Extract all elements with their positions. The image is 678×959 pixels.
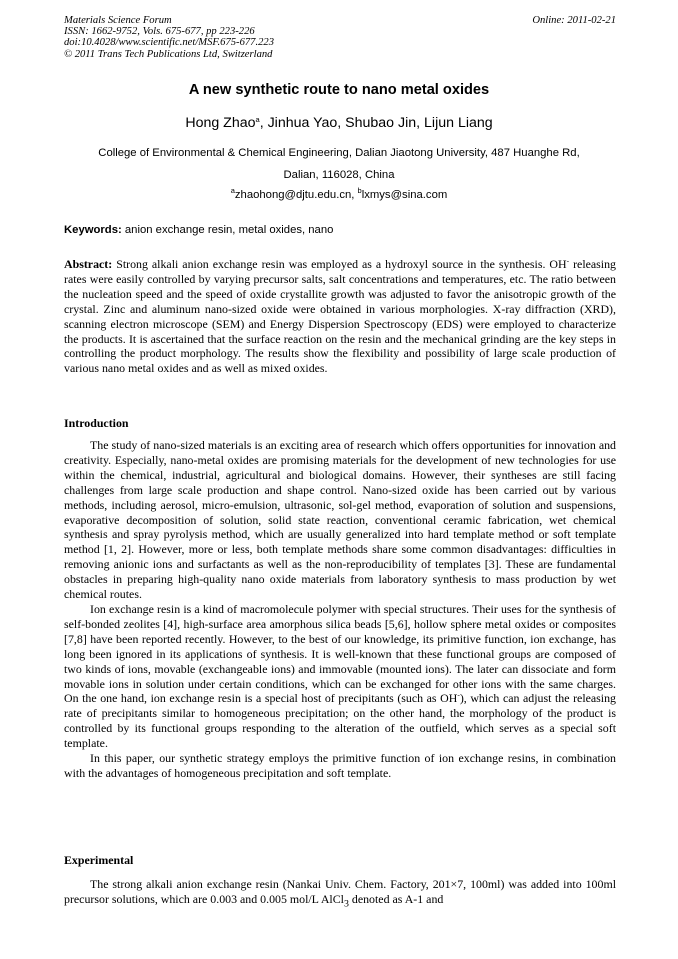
paper-title: A new synthetic route to nano metal oxides — [188, 82, 490, 98]
email-b-superscript: b — [357, 186, 362, 195]
email-line — [0, 186, 678, 201]
intro-paragraph-3: In this paper, our synthetic strategy employs the primitive function of ion exchange resins, in combination with the advantages of homogeneous precipitation and soft template. — [64, 751, 616, 780]
doi-line: doi:10.4028/www.scientific.net/MSF.675-677.223 — [64, 37, 274, 49]
keywords-text: anion exchange resin, metal oxides, nano — [121, 224, 334, 236]
experimental-paragraph-1 — [64, 877, 616, 912]
first-author-superscript: a — [255, 115, 260, 124]
email-a: zhaohong@djtu.edu.cn, — [234, 189, 358, 201]
introduction-heading: Introduction — [64, 416, 129, 430]
abstract-text-1: Strong alkali anion exchange resin was employed as a hydroxyl source in the synthesis. OH — [112, 257, 567, 271]
copyright-line: © 2011 Trans Tech Publications Ltd, Switzerland — [64, 48, 273, 60]
journal-header — [64, 15, 616, 60]
experimental-heading: Experimental — [64, 853, 134, 867]
abstract-superscript: - — [566, 256, 570, 265]
keywords — [64, 224, 616, 236]
intro-p2-superscript: - — [457, 690, 460, 700]
author-list — [0, 115, 678, 131]
issn-line: ISSN: 1662-9752, Vols. 675-677, pp 223-226 — [64, 26, 255, 38]
affiliation-line-2: Dalian, 116028, China — [283, 169, 395, 181]
abstract-paragraph — [64, 257, 616, 376]
abstract-text-2: releasing rates were easily controlled by varying precursor salts, salt concentrations and temperatures, etc. The ratio between the nucleation speed and the speed of oxide crystallite growth was adjusted to favor the anisotropic growth of the crystal. Zinc and aluminum nano-sized oxide were obtained in various morphologies. X-ray diffraction (XRD), scanning electron microscope (SEM) and Energy Dispersion Spectroscopy (EDS) were employed to characterize the products. It is ascertained that the surface reaction on the resin and the mechanical grinding are the key steps in controlling the product morphology. The results show the flexibility and possibility of large scale production of various nano metal oxides and as well as mixed oxides. — [64, 257, 616, 376]
journal-name: Materials Science Forum — [64, 15, 172, 26]
online-date: Online: 2011-02-21 — [532, 15, 616, 26]
exp-p1-text-1: The strong alkali anion exchange resin (Nankai Univ. Chem. Factory, 201×7, 100ml) was added into 100ml precursor solutions, which are 0.003 and 0.005 mol/L AlCl — [64, 877, 616, 906]
introduction-body — [64, 438, 616, 781]
experimental-body — [64, 877, 616, 912]
first-author: Hong Zhao — [185, 115, 256, 131]
abstract-label: Abstract: — [64, 257, 113, 271]
intro-p2-text-2: ), which can adjust the releasing rate of precipitants similar to homogeneous precipitation; on the other hand, the morphology of the product is controlled by its functional groups responding to the alteration of the outfield, which serves as a special soft template. — [64, 691, 616, 751]
keywords-label: Keywords: — [64, 224, 122, 236]
exp-p1-subscript: 3 — [343, 898, 349, 910]
affiliation-line-1: College of Environmental & Chemical Engineering, Dalian Jiaotong University, 487 Huanghe Rd, — [98, 147, 580, 159]
email-a-superscript: a — [230, 186, 235, 195]
intro-paragraph-1: The study of nano-sized materials is an exciting area of research which offers opportunities for innovation and creativity. Especially, nano-metal oxides are promising materials for the development of new technologies for use within the chemical, industrial, agricultural and biological domains. However, their syntheses are still facing challenges from large scale production and shape control. Nano-sized oxide has been carried out by various methods, including aerosol, micro-emulsion, ultrasonic, sol-gel method, evaporation of solution and suspensions, evaporative decomposition of solution, solid state reaction, conventional ceramic fabrication, wet chemical synthesis and spray pyrolysis method, which are usually generalized into hard template method or soft template method [1, 2]. However, more or less, both template methods share some common disadvantages: difficulties in removing anionic ions and surfactants as well as the non-reproducibility of templates [3]. These are fundamental obstacles in preparing high-quality nano oxide materials from laboratory synthesis to mass production by wet chemical routes. — [64, 438, 616, 602]
intro-p2-text-1: Ion exchange resin is a kind of macromolecule polymer with special structures. Their uses for the synthesis of self-bonded zeolites [4], high-surface area amorphous silica beads [5,6], hollow sphere metal oxides or composites [7,8] have been reported recently. However, to the best of our knowledge, its primitive function, ion exchange, has long been ignored in its applications of synthesis. It is well-known that these functional groups are composed of two kinds of ions, movable (exchangeable ions) and immovable (mounted ions). The later can dissociate and form movable ions in solution under certain conditions, which can be exchanged for other ions with the same charges. On the one hand, ion exchange resin is a special host of precipitants (such as OH — [64, 601, 616, 706]
affiliation — [0, 142, 678, 186]
intro-paragraph-2 — [64, 602, 616, 751]
other-authors: , Jinhua Yao, Shubao Jin, Lijun Liang — [259, 115, 493, 131]
exp-p1-text-2: denoted as A-1 and — [348, 891, 444, 906]
abstract — [64, 257, 616, 376]
email-b: lxmys@sina.com — [361, 189, 448, 201]
